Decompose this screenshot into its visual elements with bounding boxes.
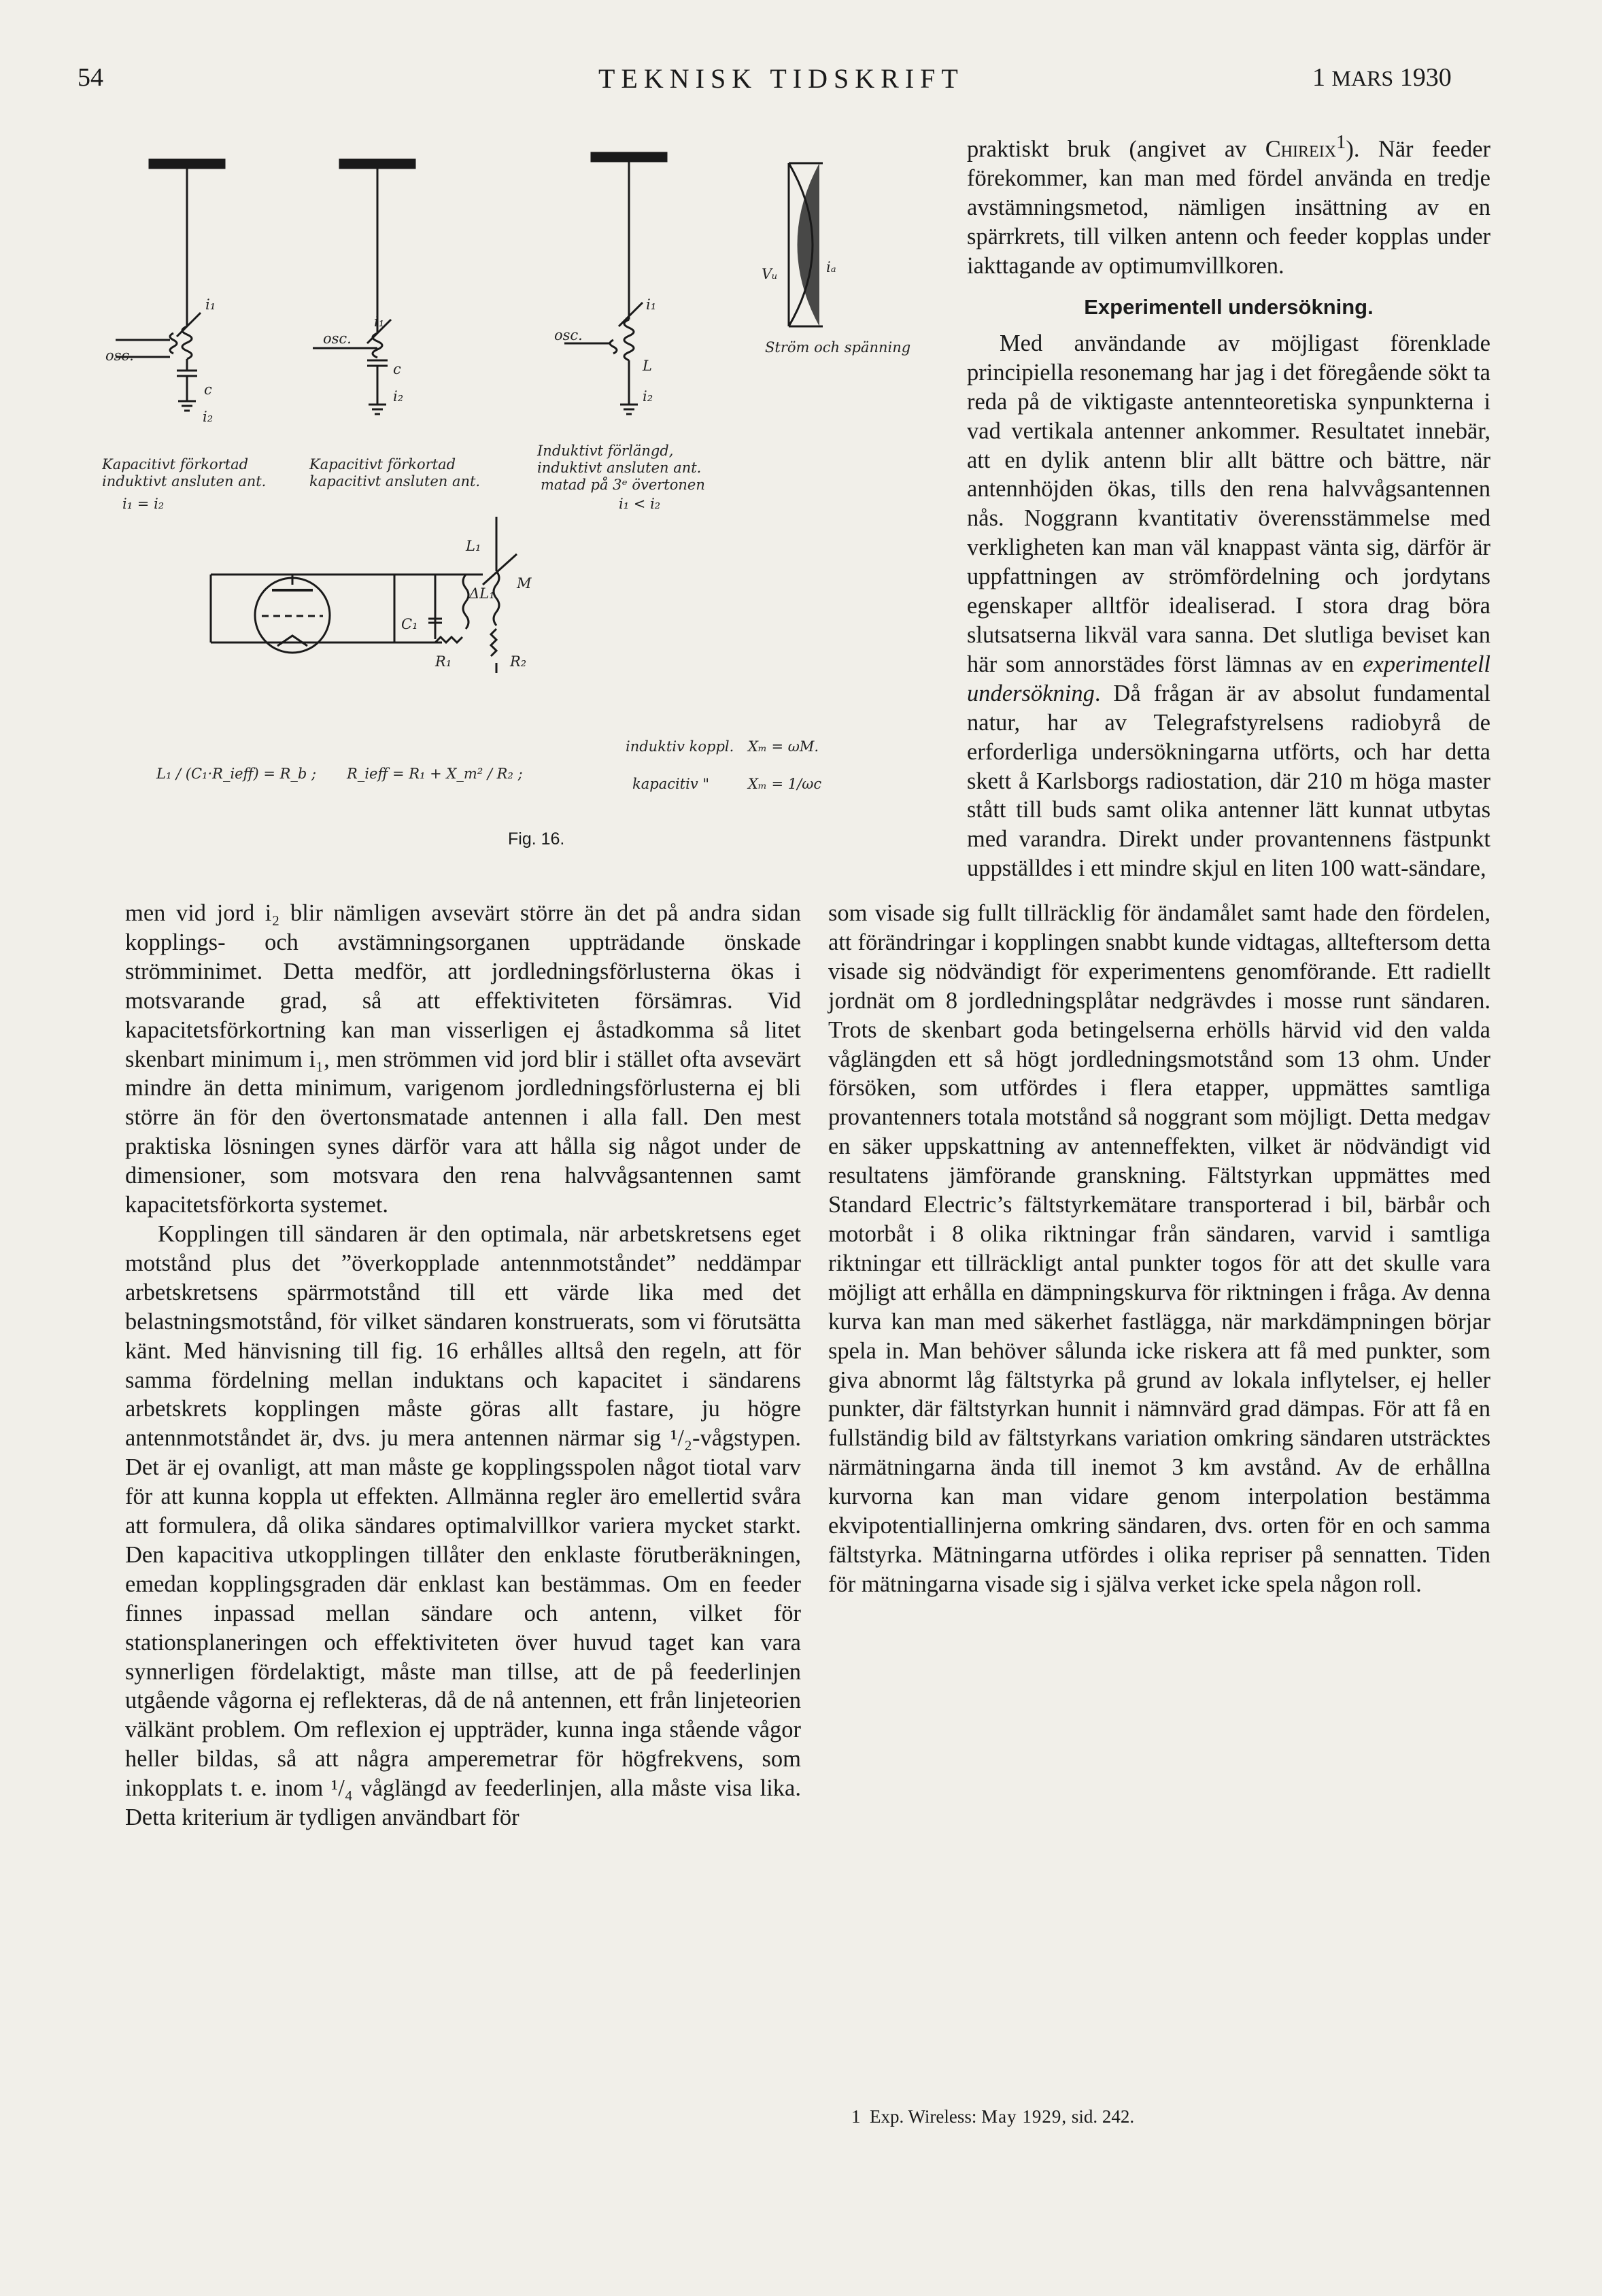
label-strom-spanning: Ström och spänning [765, 339, 911, 356]
label-R2: R₂ [510, 653, 527, 670]
footnote [851, 2106, 1134, 2127]
label-i1-a2: i₁ [374, 313, 385, 330]
journal-title: TEKNISK TIDSKRIFT [598, 63, 964, 94]
label-c-a1: c [204, 381, 212, 398]
annot-1-line1: Kapacitivt förkortad [102, 456, 249, 473]
text-run: praktiskt bruk (angivet av [967, 136, 1265, 162]
paragraph-chireix [967, 128, 1490, 281]
paragraph-experiment [967, 329, 1490, 883]
label-i1-a1: i₁ [205, 296, 216, 313]
footnote-date: May 1929, [981, 2106, 1068, 2127]
paragraph-1: men vid jord i₂ blir nämligen avsevärt större än det på andra sidan kopplings- och avstämningsorganen uppträdande önskade strömminimet. Detta medför, att jordledningsförlusterna ökas i motsvarande grad, så att effektiviteten försämras. Vid kapacitetsförkortning kan man visserligen ej åstadkomma så litet skenbart minimum i₁, men strömmen vid jord blir i stället ofta avsevärt mindre än detta minimum, varigenom jordledningsförlusterna ej bli större än för den övertonsmatade antennen i alla fall. Den mest praktiska lösningen synes därför vara att hålla sig något under de dimensioner, som motsvara den rena halvvågsantennen samt kapacitetsförkorta systemet. [125, 900, 801, 1218]
label-ind-koppl: induktiv koppl. [626, 738, 734, 755]
footnote-ref: 1 [1336, 131, 1346, 153]
annot-2-line1: Kapacitivt förkortad [309, 456, 456, 473]
annot-3-line1: Induktivt förlängd, [537, 443, 674, 459]
label-i2-a3: i₂ [643, 388, 653, 405]
footnote-source: Exp. Wireless: [870, 2106, 977, 2127]
label-i2-a1: i₂ [203, 409, 214, 425]
label-L1: L₁ [466, 538, 481, 554]
annot-3-line3: matad på 3ᵉ övertonen [541, 477, 705, 493]
section-heading: Experimentell undersökning. [1084, 295, 1374, 320]
current-voltage-plot [789, 163, 823, 326]
circuit-diagram [102, 136, 945, 823]
date-day: 1 [1312, 63, 1325, 92]
emphasis: experimentell undersökning [967, 651, 1490, 706]
label-xm-cap: Xₘ = 1/ωc [748, 776, 822, 792]
label-osc-1: osc. [105, 347, 134, 364]
annot-1-line3: i₁ = i₂ [122, 496, 165, 512]
author-name: Chireix [1265, 136, 1337, 162]
label-c-a2: c [393, 361, 401, 377]
annot-2-line2: kapacitivt ansluten ant. [309, 473, 481, 490]
label-osc-2: osc. [323, 330, 352, 347]
antenna-1 [116, 160, 224, 411]
label-i2-a2: i₂ [393, 388, 404, 405]
annot-1-line2: induktivt ansluten ant. [102, 473, 267, 490]
text-run: ). När feeder förekommer, kan man med fördel använda en tredje avstämningsmetod, nämligen insättning av en spärrkrets, till vilken antenn och feeder kopplas under iakttagande av optimumvillkoren. [967, 136, 1490, 279]
text-run: Med användande av möjligast förenklade principiella resonemang har jag i det föregående sökt ta reda på de viktigaste antennteoretiska synpunkterna i vad vertikala antenner ankommer. Resultatet innebär, att en dylik antenn blir allt bättre och bättre, när antennhöjden ökas, tills den rena halvvågsantennen nås. Noggrann kvantitativ överensstämmelse med verkligheten kan man väl knappast vänta sig, därför är uppfattningen av strömfördelning och jordytans egenskaper alltför idealiserad. I stora drag böra slutsatserna likväl vara sanna. Det slutliga beviset kan här som annorstädes först lämnas av en [967, 330, 1490, 677]
issue-date [1312, 63, 1452, 92]
label-M: M [517, 575, 532, 592]
label-i1-a3: i₁ [646, 296, 657, 313]
label-ia: iₐ [826, 259, 836, 275]
label-C1: C₁ [401, 616, 418, 632]
annot-3-line4: i₁ < i₂ [619, 496, 661, 512]
paragraph-2: Kopplingen till sändaren är den optimala, när arbetskretsens eget motstånd plus det ”överkopplade antennmotståndet” neddämpar arbetskretsens spärrmotstånd till ett värde lika med det belastningsmotstånd, för vilket sändaren konstruerats, som vi förutsätta känt. Med hänvisning till fig. 16 erhålles alltså den regeln, att för samma fördelning mellan induktans och kapacitet i sändarens arbetskrets kopplingen måste göras allt fastare, ju högre antennmotståndet är, dvs. ju mera antennen närmar sig ¹/₂-vågstypen. Det är ej ovanligt, att man måste ge kopplingsspolen något tiotal varv för att kunna koppla ut effekten. Allmänna regler äro emellertid svåra att formulera, då olika sändares optimalvillkor variera mycket starkt. Den kapacitiva utkopplingen tillåter den enklaste förutberäkningen, emedan kopplingsgraden där enklast kan bestämmas. Om en feeder finnes inpassad mellan sändare och antenn, vilket för stationsplaneringen och effektiviteten över huvud taget kan vara synnerligen fördelaktigt, måste man tillse, att de på feederlinjen utgående vågorna ej reflekteras, då de nå antennen, ett från linjeteorien välkänt problem. Om reflexion ej uppträder, kunna inga stående vågor heller bildas, så att några amperemetrar för högfrekvens, som inkopplats t. e. inom ¹/₄ våglängd av feederlinjen, alla måste visa lika. Detta kriterium är tydligen användbart för [125, 1220, 801, 1831]
date-month: MARS [1331, 66, 1394, 90]
formula-1: L₁ / (C₁·R_ieff) = R_b ; [156, 766, 317, 782]
footnote-page: sid. 242. [1071, 2106, 1135, 2127]
footnote-number: 1 [851, 2106, 861, 2127]
date-year: 1930 [1399, 63, 1452, 92]
paragraph-experiment-continued: som visade sig fullt tillräcklig för ändamålet samt hade den fördelen, att förändringar i kopplingen snabbt kunde vidtagas, allteftersom detta visade sig nödvändigt för experimentens genomförande. Ett radiellt jordnät om 8 jordledningsplåtar nedgrävdes i mosse runt sändaren. Trots de skenbart goda betingelserna erhölls härvid vid den valda våglängden ett så högt jordledningsmotstånd som 13 ohm. Under försöken, som utfördes i flera etapper, uppmättes samtliga provantenners totala motstånd så noggrant som möjligt. Detta medgav en säker uppskattning av antenneffekten, vilket är nödvändigt vid resultatens jämförande granskning. Fältstyrkan uppmättes med Standard Electric’s fältstyrkemätare transporterad i bil, bärbår och motorbåt i 8 olika riktningar från sändaren, varvid i samtliga riktningar ett tillräckligt antal punkter togos för att det skulle vara möjligt att erhålla en dämpningskurva för riktningen i fråga. Av denna kurva kan man med säkerhet fastlägga, när markdämpningen börjar spela in. Man behöver sålunda icke riskera att få med punkter, som giva abnormt låg fältstyrka på grund av lokala inflytelser, ej heller punkter, där fältstyrkan hunnit i nämnvärd grad dämpas. För att få en fullständig bild av fältstyrkans variation omkring sändaren utsträcktes närmätningarna ända till inemot 3 km avstånd. Av de erhållna kurvorna kan man vidare genom interpolation bestämma ekvipotentiallinjerna omkring sändaren, dvs. orten för en och samma fältstyrka. Mätningarna utfördes i olika repriser på sennatten. Tiden för mätningarna visade sig i själva verket icke spela någon roll. [828, 900, 1490, 1597]
label-osc-3: osc. [554, 327, 583, 343]
text-run: . Då frågan är av absolut fundamental natur, har av Telegrafstyrelsens radiobyrå de erforderliga undersökningarna utförts, och har detta skett å Karlsborgs radiostation, där 210 m höga master stått till buds samt olika antenner lätt kunnat utbytas med varandra. Direkt under provantennens fästpunkt uppställdes i ett mindre skjul en liten 100 watt-sändare, [967, 680, 1490, 882]
label-kapacitiv: kapacitiv " [632, 776, 710, 792]
right-column-top [967, 128, 1490, 883]
figure-caption: Fig. 16. [508, 829, 565, 849]
antenna-3 [564, 153, 666, 414]
figure-16 [102, 136, 945, 826]
right-column-bottom [828, 899, 1490, 1599]
label-dL1: ΔL₁ [469, 585, 495, 602]
page-number: 54 [78, 63, 103, 92]
formula-2: R_ieff = R₁ + X_m² / R₂ ; [347, 766, 523, 782]
label-L-a3: L [643, 358, 652, 374]
label-R1: R₁ [435, 653, 452, 670]
annot-3-line2: induktivt ansluten ant. [537, 460, 702, 476]
label-vu: Vᵤ [762, 266, 778, 282]
label-xm-ind: Xₘ = ωM. [748, 738, 819, 755]
left-column [125, 899, 801, 1832]
